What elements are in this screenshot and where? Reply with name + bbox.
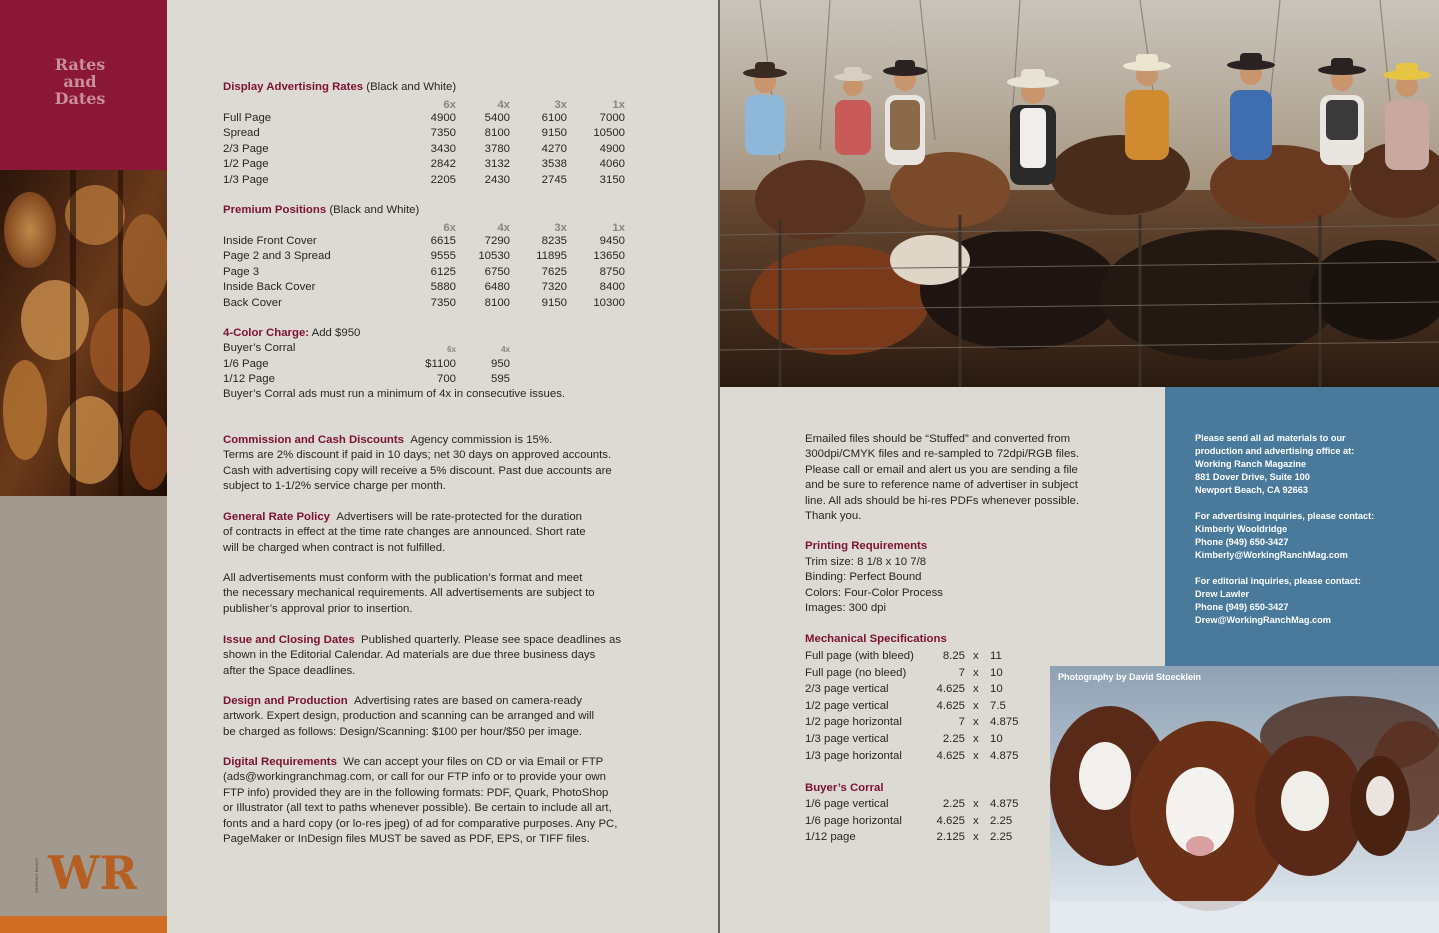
paragraph-title: Design and Production [223,695,348,707]
paragraph-line [223,786,643,801]
paragraph-line [223,510,643,525]
rate-row [223,357,510,372]
paragraph-text: Advertisers will be rate-protected for the duration [336,511,582,523]
rate-value: 10300 [593,296,625,309]
paragraph-line [223,464,643,479]
rate-value: 6100 [541,112,567,124]
rate-value: 4270 [541,142,567,155]
paragraph-text: We can accept your files on CD or via Email or FTP [343,756,604,768]
rate-value: 3150 [599,173,625,186]
paragraph-line [223,479,643,494]
rate-value: 6480 [484,281,510,294]
rate-value: 6750 [484,265,510,278]
rate-row-label: Spread [223,127,260,140]
rate-row-label: 1/6 Page [223,358,269,370]
sidebar-title-line: Dates [54,89,106,108]
spec-label: Full page (no bleed) [805,666,907,679]
rate-value: 11895 [536,250,567,263]
spec-label: 1/3 page horizontal [805,749,902,762]
spec-height: 2.25 [990,831,1013,844]
spec-label: 1/6 page horizontal [805,814,902,827]
paragraph-text: after the Space deadlines. [223,664,356,677]
premium-subtitle: (Black and White) [329,204,420,216]
rate-row [223,280,625,295]
rate-value: 3132 [484,158,510,171]
buyers-corral-title: Buyer’s Corral [805,782,884,794]
paragraph-text: shown in the Editorial Calendar. Ad materials are due three business days [223,649,596,662]
column-header: 1x [612,222,625,234]
paragraph-text: subject to 1-1/2% service charge per month. [223,480,446,493]
paragraph-title: General Rate Policy [223,511,330,523]
sidebar-title-line: Rates [54,55,106,74]
mechanical-title: Mechanical Specifications [805,633,947,645]
spec-times: x [973,733,979,745]
rate-value: 13650 [593,250,625,263]
saddles-photo [0,170,167,496]
rate-row [223,249,625,264]
cowboys-photo [720,0,1439,387]
rate-row-label: Full Page [223,112,272,124]
rate-row-label: Back Cover [223,296,282,309]
paragraph-line [223,725,643,740]
spec-label: 1/2 page horizontal [805,716,902,729]
paragraph-line [223,817,643,832]
rate-row [223,142,625,157]
rate-value: $1100 [425,358,456,370]
spec-width: 4.625 [936,814,965,827]
rate-value: 6125 [430,265,456,278]
four-color-title: 4-Color Charge: [223,327,310,339]
rate-value: 7000 [599,112,625,124]
spec-height: 11 [990,650,1002,662]
paragraph-title: Issue and Closing Dates [223,634,355,646]
rate-value: 950 [490,358,510,370]
rate-row [223,372,510,387]
premium-title: Premium Positions [223,204,327,216]
rate-row-label: 1/2 Page [223,158,269,171]
rate-value: 7290 [484,235,510,247]
rate-row [223,157,625,172]
wr-logo [32,845,137,897]
rate-row-label: Inside Back Cover [223,281,316,294]
policy-paragraph [223,433,643,495]
contact-line: Phone (949) 650-3427 [1195,602,1289,612]
column-header: 6x [443,222,456,234]
paragraph-line [223,448,643,463]
rate-value: 10500 [593,127,625,140]
rate-value: 2745 [541,173,567,186]
paragraph-line [223,709,643,724]
photo-credit: Photography by David Stoecklein [1058,672,1202,682]
column-header: 1x [612,99,625,111]
spec-times: x [973,814,979,827]
rate-row-label: Page 2 and 3 Spread [223,250,331,263]
rate-value: 4900 [430,112,456,124]
column-header: 4x [501,345,510,354]
rate-value: 3780 [484,142,510,155]
rate-row [223,296,625,311]
four-color-heading [223,326,360,341]
rate-value: 8400 [599,281,625,294]
four-color-subtitle: Add $950 [311,327,361,339]
printing-line: Trim size: 8 1/8 x 10 7/8 [805,556,927,568]
paragraph-text: (ads@workingranchmag.com, or call for our FTP info or to provide your own [223,771,606,784]
policy-paragraph [223,510,643,556]
rate-value: 6615 [430,235,456,247]
spec-label: 2/3 page vertical [805,683,889,696]
emailed-line: Please call or email and alert us you are sending a file [805,463,1078,476]
spec-label: Full page (with bleed) [805,650,914,662]
contact-line: Working Ranch Magazine [1195,459,1307,469]
rate-value: 700 [436,373,456,386]
paragraph-text: fonts and a hard copy (or lo-res jpeg) of ad for comparative purposes. Any PC, [223,817,618,830]
spec-times: x [973,666,979,679]
emailed-line: Thank you. [805,510,862,522]
rate-value: 8100 [484,127,510,140]
rate-value: 5880 [430,281,456,294]
rate-value: 2842 [430,158,456,171]
policy-paragraph [223,633,643,679]
spec-height: 2.25 [990,814,1013,827]
sidebar-accent-bar [0,916,167,933]
spec-width: 7 [958,666,965,679]
column-header: 3x [554,99,567,111]
four-color-group-row [223,341,510,356]
spec-times: x [973,798,979,810]
spec-label: 1/12 page [805,831,856,844]
paragraph-line [223,801,643,816]
spec-times: x [973,699,979,712]
spec-width: 2.125 [936,831,965,844]
paragraph-text: the necessary mechanical requirements. All advertisements are subject to [223,587,595,600]
paragraph-text: Terms are 2% discount if paid in 10 days; net 30 days on approved accounts. [223,449,612,462]
contact-line: Newport Beach, CA 92663 [1195,485,1309,495]
paragraph-line [223,694,643,709]
rate-value: 9450 [599,235,625,247]
column-header: 4x [497,222,510,234]
paragraph-line [223,586,643,601]
rate-value: 8100 [484,296,510,309]
paragraph-line [223,770,643,785]
spec-width: 2.25 [942,798,965,810]
paragraph-text: Published quarterly. Please see space deadlines as [361,634,622,646]
spec-height: 4.875 [990,716,1019,729]
rate-row-label: 1/3 Page [223,173,269,186]
rate-row [223,234,625,249]
contact-line: Kimberly Wooldridge [1195,524,1288,534]
emailed-line: line. All ads should be hi-res PDFs whenever possible. [805,494,1080,507]
rate-value: 2205 [430,173,456,186]
paragraph-line [223,664,643,679]
contact-line: Drew@WorkingRanchMag.com [1195,615,1331,625]
spec-width: 4.625 [936,749,965,762]
rate-value: 8750 [599,265,625,278]
paragraph-line [223,602,643,617]
paragraph-line [223,755,643,770]
rate-value: 5400 [484,112,510,124]
spec-times: x [973,749,979,762]
spec-times: x [973,650,979,662]
display-rates-subtitle: (Black and White) [366,81,457,93]
spec-width: 7 [958,716,965,729]
paragraph-text: FTP info) provided they are in the following formats: PDF, Quark, PhotoShop [223,786,609,799]
column-header: 3x [554,222,567,234]
rate-value: 7350 [430,296,456,309]
spec-height: 10 [990,733,1003,745]
printing-line: Binding: Perfect Bound [805,571,922,584]
spec-height: 10 [990,666,1003,679]
rate-value: 4060 [599,158,625,171]
spec-label: 1/2 page vertical [805,699,889,712]
column-header: 6x [443,99,456,111]
rate-value: 2430 [484,173,510,186]
spec-width: 8.25 [942,650,965,662]
paragraph-line [223,832,643,847]
spec-width: 2.25 [942,733,965,745]
emailed-line: 300dpi/CMYK files and re-sampled to 72dpi/RGB files. [805,448,1080,461]
rate-value: 7320 [541,281,567,294]
sidebar-title-line: and [63,72,97,91]
rate-value: 9150 [541,127,567,140]
spec-height: 4.875 [990,749,1019,762]
printing-title: Printing Requirements [805,540,928,552]
rate-row-label: 1/12 Page [223,373,275,386]
spec-height: 4.875 [990,798,1019,810]
contact-line: 881 Dover Drive, Suite 100 [1195,472,1310,482]
policy-paragraph [223,755,643,847]
paragraph-line [223,633,643,648]
policy-paragraph [223,694,643,740]
spec-width: 4.625 [936,683,965,696]
column-header: 6x [447,345,456,354]
paragraph-line [223,648,643,663]
paragraph-text: will be charged when contract is not fulfilled. [223,541,446,554]
paragraph-text: of contracts in effect at the time rate changes are announced. Short rate [223,526,586,539]
paragraph-line [223,525,643,540]
spec-label: 1/6 page vertical [805,798,889,810]
rate-value: 9150 [541,296,567,309]
rate-row-label: Page 3 [223,265,260,278]
display-rates-heading [223,80,456,95]
paragraph-text: or Illustrator (all text to paths whenever possible). Be certain to include all art, [223,802,612,815]
paragraph-line [223,433,643,448]
contact-line: For editorial inquiries, please contact: [1195,576,1361,586]
cattle-photo [1050,666,1439,933]
contact-box [1165,387,1439,666]
four-color-note: Buyer’s Corral ads must run a minimum of 4x in consecutive issues. [223,388,566,400]
spec-times: x [973,683,979,696]
rate-row [223,111,625,126]
logo-letters: WR [48,846,137,897]
rate-row [223,265,625,280]
premium-heading [223,203,419,218]
spec-height: 7.5 [990,699,1006,712]
logo-small-text: WORKING RANCH [34,858,39,893]
paragraph-line [223,541,643,556]
paragraph-text: Cash with advertising copy will receive a 5% discount. Past due accounts are [223,464,612,477]
rate-value: 7350 [430,127,456,140]
contact-line: Phone (949) 650-3427 [1195,537,1289,547]
rate-value: 7625 [541,265,567,278]
rate-value: 9555 [430,250,456,263]
buyers-corral-label: Buyer’s Corral [223,342,296,354]
contact-line: For advertising inquiries, please contact: [1195,511,1375,521]
printing-line: Images: 300 dpi [805,602,887,615]
rate-value: 3430 [430,142,456,155]
paragraph-text: PageMaker or InDesign files MUST be saved as PDF, EPS, or TIFF files. [223,833,590,846]
paragraph-title: Commission and Cash Discounts [223,434,405,446]
sidebar-title [20,56,140,107]
paragraph-title: Digital Requirements [223,756,337,768]
contact-line: production and advertising office at: [1195,446,1355,456]
rate-row-label: 2/3 Page [223,142,269,155]
spec-times: x [973,716,979,729]
emailed-line: and be sure to reference name of advertiser in subject [805,479,1078,492]
display-rates-title: Display Advertising Rates [223,81,364,93]
contact-line: Drew Lawler [1195,589,1250,599]
paragraph-text: Agency commission is 15%. [410,434,553,446]
policy-paragraph [223,571,643,617]
spec-width: 4.625 [936,699,965,712]
paragraph-text: artwork. Expert design, production and scanning can be arranged and will [223,710,595,723]
rate-value: 4900 [599,142,625,155]
contact-line: Kimberly@WorkingRanchMag.com [1195,550,1348,560]
paragraph-text: Advertising rates are based on camera-ready [354,695,582,707]
spec-label: 1/3 page vertical [805,733,889,745]
paragraph-text: All advertisements must conform with the publication’s format and meet [223,572,583,584]
rate-value: 8235 [541,235,567,247]
rate-value: 595 [490,373,510,386]
rate-value: 3538 [541,158,567,171]
rate-row [223,173,625,188]
column-header: 4x [497,99,510,111]
paragraph-text: publisher’s approval prior to insertion. [223,602,413,615]
contact-line: Please send all ad materials to our [1195,433,1346,443]
spec-height: 10 [990,683,1003,696]
paragraph-line [223,571,643,586]
rate-value: 10530 [478,250,510,263]
emailed-line: Emailed files should be “Stuffed” and converted from [805,433,1071,445]
printing-line: Colors: Four-Color Process [805,586,943,599]
rate-row [223,126,625,141]
paragraph-text: be charged as follows: Design/Scanning: $100 per hour/$50 per image. [223,725,583,738]
rate-row-label: Inside Front Cover [223,235,317,247]
spec-times: x [973,831,979,844]
